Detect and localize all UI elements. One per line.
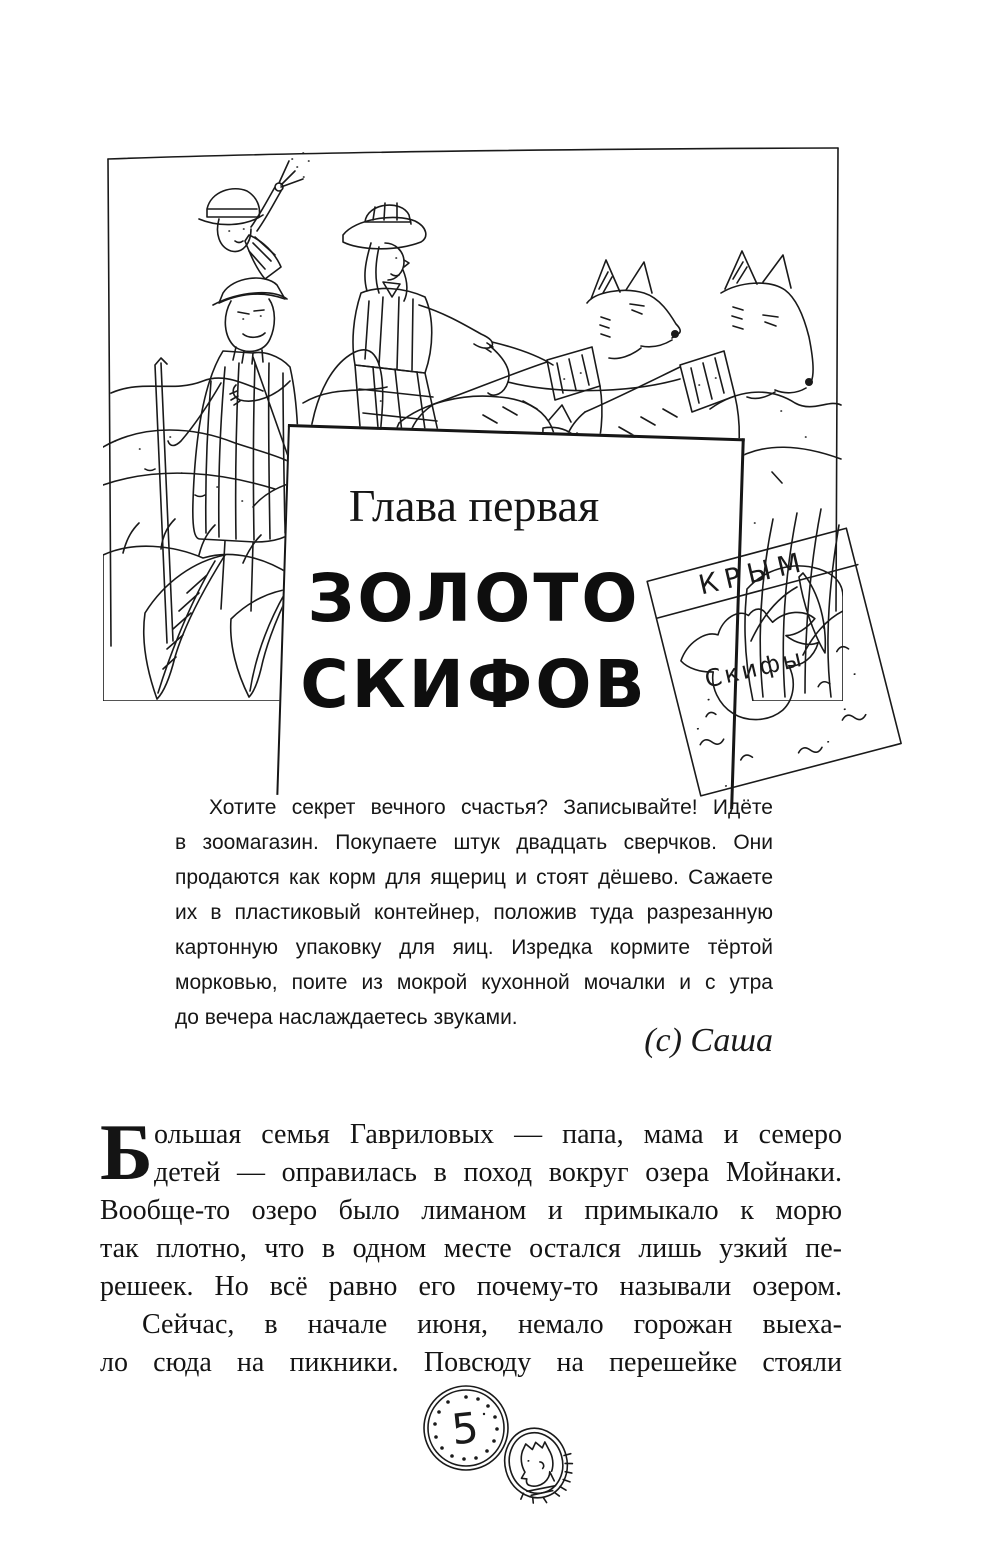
left-foliage xyxy=(103,519,295,701)
body-line: ольшая семья Гавриловых — папа, мама и семеро xyxy=(154,1119,842,1150)
body-line: так плотно, что в одном месте остался лишь узкий пе- xyxy=(100,1233,842,1264)
epigraph-line: Хотите секрет вечного счастья? Записывайте! Идёте xyxy=(209,796,773,819)
body-line: ло сюда на пикники. Повсюду на перешейке стояли xyxy=(100,1347,842,1378)
profile-coin xyxy=(497,1420,581,1505)
epigraph-attribution: (с) Саша xyxy=(644,1022,773,1059)
chapter-title-line2: СКИФОВ xyxy=(300,646,648,723)
drop-cap: Б xyxy=(100,1109,153,1197)
paragraph-1-start xyxy=(100,1109,842,1197)
body-text xyxy=(100,1109,842,1382)
epigraph-line: картонную упаковку для яиц. Изредка кормите тёртой xyxy=(175,936,773,959)
chapter-title-line1: ЗОЛОТО xyxy=(307,560,641,637)
body-line: Сейчас, в начале июня, немало горожан выеха- xyxy=(142,1309,842,1340)
page-number-coins xyxy=(408,1381,598,1505)
epigraph-line: в зоомагазин. Покупаете штук двадцать сверчков. Они xyxy=(175,831,773,854)
body-line: Вообще-то озеро было лиманом и примыкало к морю xyxy=(100,1195,842,1226)
epigraph xyxy=(175,790,773,1035)
map-title: КРЫМ xyxy=(695,546,811,602)
body-line: решеек. Но всё равно его почему-то называли озером. xyxy=(100,1271,842,1302)
body-line: детей — оправилась в поход вокруг озера Мойнаки. xyxy=(154,1157,842,1188)
page-number-coin xyxy=(424,1386,508,1470)
chapter-kicker: Глава первая xyxy=(348,480,600,531)
chapter-title xyxy=(280,556,668,728)
epigraph-line: продаются как корм для ящериц и стоят дёшево. Сажаете xyxy=(175,866,773,889)
emperor-profile xyxy=(513,1438,560,1497)
epigraph-line: до вечера наслаждаетесь звуками. xyxy=(175,1006,518,1029)
page-number: 5 xyxy=(449,1402,481,1455)
epigraph-line: их в пластиковый контейнер, положив туда разрезанную xyxy=(175,901,773,924)
map-region-label: Скифы xyxy=(701,643,808,694)
epigraph-line: морковью, поите из мокрой кухонной мочалки и с утра xyxy=(175,971,773,994)
